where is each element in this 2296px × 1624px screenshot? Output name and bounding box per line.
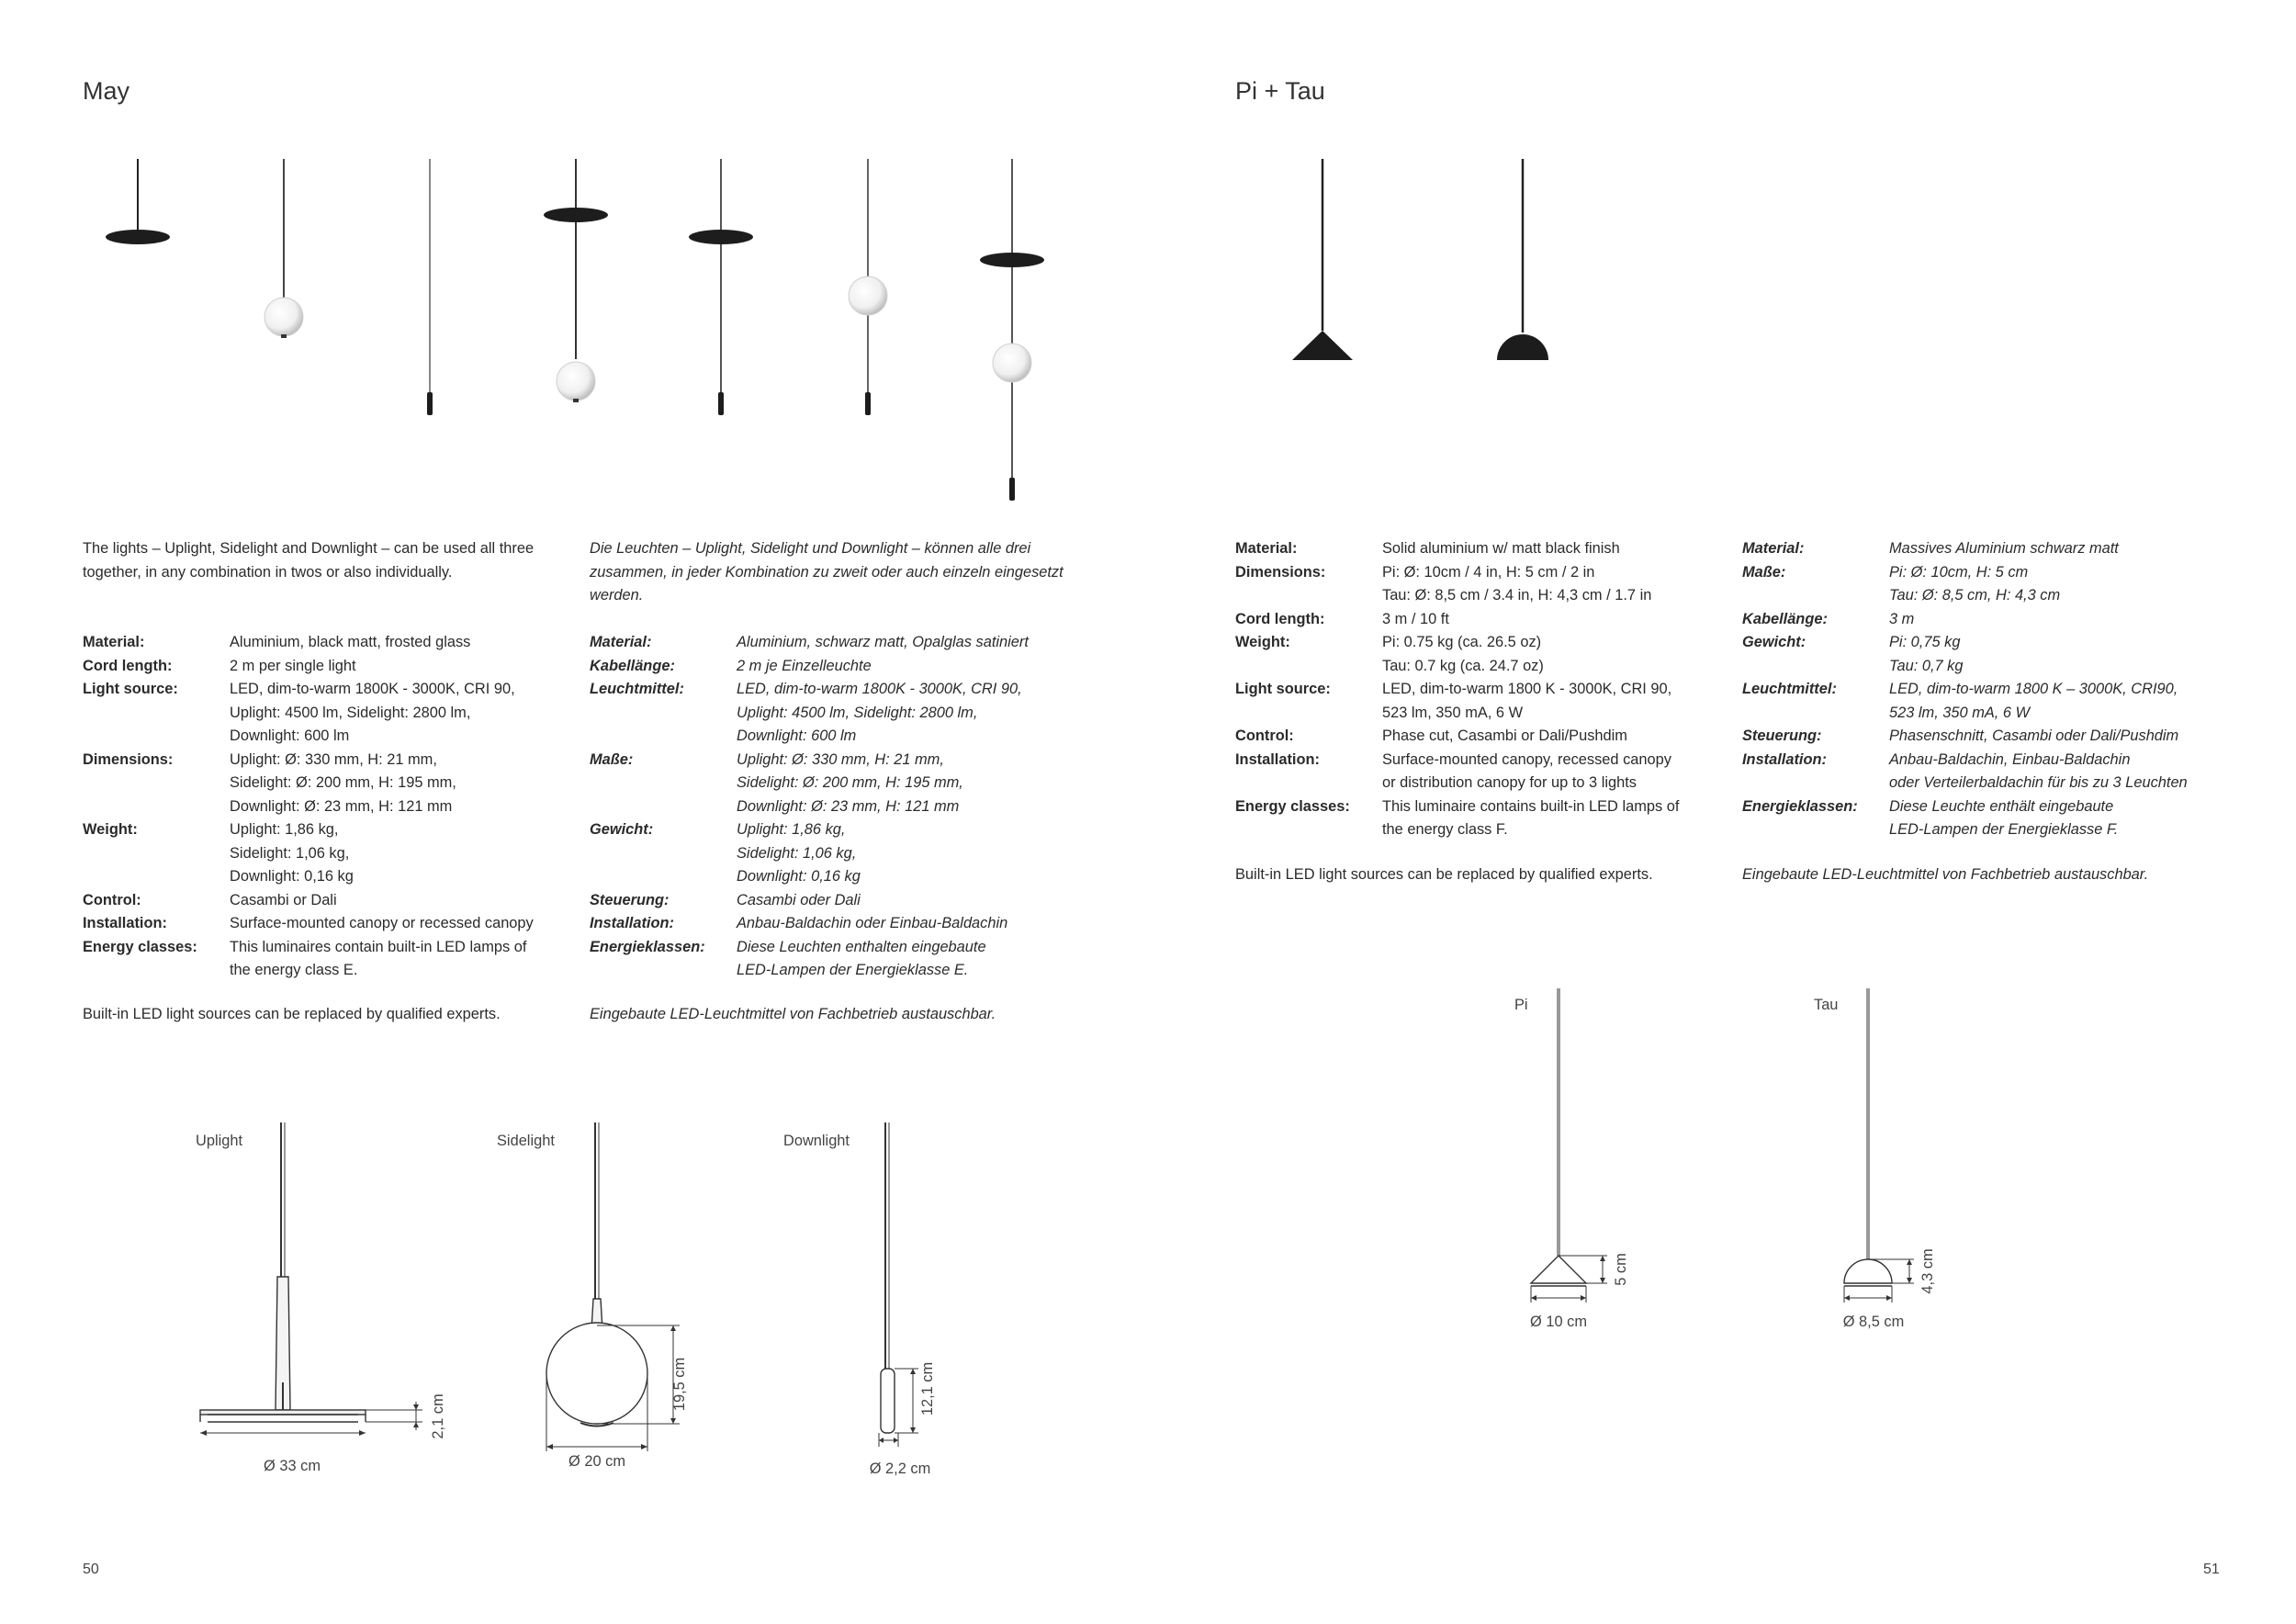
page-title-pi-tau: Pi + Tau <box>1235 77 1325 105</box>
spec-key: Installation: <box>1235 750 1320 768</box>
spec-value-line: Aluminium, black matt, frosted glass <box>230 634 471 650</box>
spec-key: Energieklassen: <box>590 938 705 955</box>
page-title-may: May <box>83 77 130 105</box>
pi-tau-note-en: Built-in LED light sources can be replaced by qualified experts. <box>1235 866 1653 883</box>
downlight-technical-drawing <box>879 1122 918 1447</box>
spec-key: Leuchtmittel: <box>1742 681 1837 697</box>
spec-value-line: Uplight: 1,86 kg, <box>737 821 846 838</box>
spec-value-line: This luminaire contains built-in LED lamps of <box>1382 797 1680 815</box>
downlight-drawing-label: Downlight <box>783 1133 850 1149</box>
spec-value-line: Tau: Ø: 8,5 cm, H: 4,3 cm <box>1889 587 2061 603</box>
spec-value-line: Solid aluminium w/ matt black finish <box>1382 540 1620 557</box>
spec-key: Steuerung: <box>1742 727 1822 744</box>
spec-value-line: Anbau-Baldachin oder Einbau-Baldachin <box>737 915 1008 931</box>
spec-key: Light source: <box>83 681 178 697</box>
spec-value-line: Uplight: 4500 lm, Sidelight: 2800 lm, <box>737 704 978 721</box>
spec-value-line: Uplight: Ø: 330 mm, H: 21 mm, <box>230 750 437 768</box>
spec-value-line: Sidelight: Ø: 200 mm, H: 195 mm, <box>230 774 456 791</box>
spec-key: Material: <box>1742 540 1805 557</box>
spec-value-line: LED, dim-to-warm 1800 K – 3000K, CRI90, <box>1889 681 2178 697</box>
spec-key: Installation: <box>590 915 674 931</box>
sidelight-height-dimension: 19,5 cm <box>671 1357 688 1412</box>
spec-value-line: the energy class F. <box>1382 821 1508 838</box>
pi-tau-technical-drawings <box>1148 0 2296 1624</box>
pi-tau-note-de: Eingebaute LED-Leuchtmittel von Fachbetrieb austauschbar. <box>1742 866 2149 883</box>
uplight-width-dimension: Ø 33 cm <box>264 1458 321 1474</box>
spec-key: Maße: <box>590 750 634 768</box>
spec-key: Maße: <box>1742 563 1786 581</box>
spec-value-line: Surface-mounted canopy, recessed canopy <box>1382 750 1671 768</box>
spec-key: Weight: <box>83 821 138 838</box>
tau-technical-drawing <box>1844 988 1914 1303</box>
spec-key: Leuchtmittel: <box>590 681 684 697</box>
may-note-en: Built-in LED light sources can be replaced by qualified experts. <box>83 1006 501 1022</box>
spec-key: Cord length: <box>83 657 173 674</box>
spec-value-line: LED, dim-to-warm 1800 K - 3000K, CRI 90, <box>1382 681 1672 697</box>
spec-value-line: the energy class E. <box>230 962 358 978</box>
downlight-width-dimension: Ø 2,2 cm <box>869 1460 931 1477</box>
pi-width-dimension: Ø 10 cm <box>1530 1314 1587 1330</box>
spec-value-line: or distribution canopy for up to 3 lights <box>1382 774 1637 791</box>
spec-value-line: LED-Lampen der Energieklasse E. <box>737 962 969 978</box>
sidelight-width-dimension: Ø 20 cm <box>568 1453 625 1470</box>
spec-key: Control: <box>83 891 141 908</box>
may-intro-en: The lights – Uplight, Sidelight and Downlight – can be used all three together, in any combination in twos or also individually. <box>83 540 535 581</box>
spec-value-line: 2 m je Einzelleuchte <box>737 657 872 674</box>
uplight-height-dimension: 2,1 cm <box>430 1393 446 1439</box>
spec-value-line: 523 lm, 350 mA, 6 W <box>1382 704 1524 721</box>
spec-key: Installation: <box>83 915 167 931</box>
spec-key: Kabellänge: <box>590 657 675 674</box>
spec-value-line: 2 m per single light <box>230 657 356 674</box>
pi-height-dimension: 5 cm <box>1613 1253 1629 1286</box>
spec-key: Installation: <box>1742 750 1827 768</box>
spec-value-line: LED-Lampen der Energieklasse F. <box>1889 821 2119 838</box>
spec-value-line: Downlight: 600 lm <box>737 727 857 744</box>
tau-height-dimension: 4,3 cm <box>1919 1248 1936 1294</box>
sidelight-technical-drawing <box>546 1122 680 1451</box>
downlight-height-dimension: 12,1 cm <box>919 1361 936 1416</box>
spec-value-line: Sidelight: Ø: 200 mm, H: 195 mm, <box>737 774 963 791</box>
spec-value-line: This luminaires contain built-in LED lamps of <box>230 938 527 955</box>
sidelight-drawing-label: Sidelight <box>497 1133 555 1149</box>
spec-value-line: Phase cut, Casambi or Dali/Pushdim <box>1382 727 1627 744</box>
spec-value-line: Phasenschnitt, Casambi oder Dali/Pushdim <box>1889 727 2179 744</box>
tau-width-dimension: Ø 8,5 cm <box>1842 1314 1905 1330</box>
spec-key: Material: <box>590 634 652 650</box>
spec-value-line: Diese Leuchten enthalten eingebaute <box>737 938 986 955</box>
page-number-right: 51 <box>2203 1562 2220 1577</box>
spec-value-line: Downlight: Ø: 23 mm, H: 121 mm <box>230 797 453 815</box>
spec-value-line: Tau: Ø: 8,5 cm / 3.4 in, H: 4,3 cm / 1.7 in <box>1382 587 1652 603</box>
spec-value-line: LED, dim-to-warm 1800K - 3000K, CRI 90, <box>737 681 1022 697</box>
spec-value-line: Pi: 0,75 kg <box>1889 634 1961 650</box>
spec-value-line: oder Verteilerbaldachin für bis zu 3 Leuchten <box>1889 774 2188 791</box>
spec-key: Kabellänge: <box>1742 610 1828 627</box>
spec-key: Steuerung: <box>590 891 670 908</box>
spec-value-line: LED, dim-to-warm 1800K - 3000K, CRI 90, <box>230 681 515 697</box>
may-intro-de: Die Leuchten – Uplight, Sidelight und Downlight – können alle drei zusammen, in jeder Kombination zu zweit oder auch einzeln eingesetzt werden. <box>590 540 1064 603</box>
uplight-technical-drawing <box>200 1122 422 1436</box>
spec-key: Energy classes: <box>1235 797 1350 815</box>
spec-key: Cord length: <box>1235 610 1325 627</box>
spec-value-line: 3 m / 10 ft <box>1382 610 1449 627</box>
spec-value-line: Downlight: 600 lm <box>230 727 350 744</box>
spec-key: Dimensions: <box>1235 563 1326 581</box>
pi-drawing-label: Pi <box>1514 997 1528 1013</box>
spec-key: Energieklassen: <box>1742 797 1858 815</box>
spec-value-line: Massives Aluminium schwarz matt <box>1889 540 2119 557</box>
spec-value-line: Pi: 0.75 kg (ca. 26.5 oz) <box>1382 634 1542 650</box>
spec-value-line: Uplight: 4500 lm, Sidelight: 2800 lm, <box>230 704 471 721</box>
spec-key: Weight: <box>1235 634 1290 650</box>
spec-value-line: Casambi or Dali <box>230 891 337 908</box>
spec-value-line: Aluminium, schwarz matt, Opalglas satiniert <box>737 634 1029 650</box>
spec-value-line: Sidelight: 1,06 kg, <box>737 844 857 862</box>
spec-value-line: Uplight: Ø: 330 mm, H: 21 mm, <box>737 750 944 768</box>
spec-value-line: Downlight: 0,16 kg <box>737 868 861 885</box>
spec-key: Gewicht: <box>1742 634 1806 650</box>
spec-value-line: Downlight: Ø: 23 mm, H: 121 mm <box>737 797 960 815</box>
spec-value-line: Downlight: 0,16 kg <box>230 868 354 885</box>
spec-value-line: Pi: Ø: 10cm, H: 5 cm <box>1889 563 2029 581</box>
page-number-left: 50 <box>83 1562 99 1577</box>
spec-key: Control: <box>1235 727 1294 744</box>
spec-value-line: Tau: 0,7 kg <box>1889 657 1964 674</box>
pi-technical-drawing <box>1531 988 1607 1303</box>
spec-value-line: Sidelight: 1,06 kg, <box>230 844 350 862</box>
may-note-de: Eingebaute LED-Leuchtmittel von Fachbetrieb austauschbar. <box>590 1006 996 1022</box>
uplight-drawing-label: Uplight <box>196 1133 243 1149</box>
spec-key: Gewicht: <box>590 821 654 838</box>
spec-key: Dimensions: <box>83 750 174 768</box>
spec-key: Material: <box>83 634 145 650</box>
spec-value-line: Tau: 0.7 kg (ca. 24.7 oz) <box>1382 657 1544 674</box>
spec-value-line: 523 lm, 350 mA, 6 W <box>1889 704 2031 721</box>
tau-drawing-label: Tau <box>1814 997 1839 1013</box>
spec-key: Light source: <box>1235 681 1331 697</box>
spec-value-line: Casambi oder Dali <box>737 891 861 908</box>
spec-key: Material: <box>1235 540 1298 557</box>
spec-value-line: Pi: Ø: 10cm / 4 in, H: 5 cm / 2 in <box>1382 563 1595 581</box>
spec-value-line: Anbau-Baldachin, Einbau-Baldachin <box>1889 750 2131 768</box>
spec-value-line: 3 m <box>1889 610 1915 627</box>
spec-value-line: Surface-mounted canopy or recessed canopy <box>230 915 534 931</box>
spec-key: Energy classes: <box>83 938 197 955</box>
spec-value-line: Uplight: 1,86 kg, <box>230 821 339 838</box>
spec-value-line: Diese Leuchte enthält eingebaute <box>1889 797 2114 815</box>
